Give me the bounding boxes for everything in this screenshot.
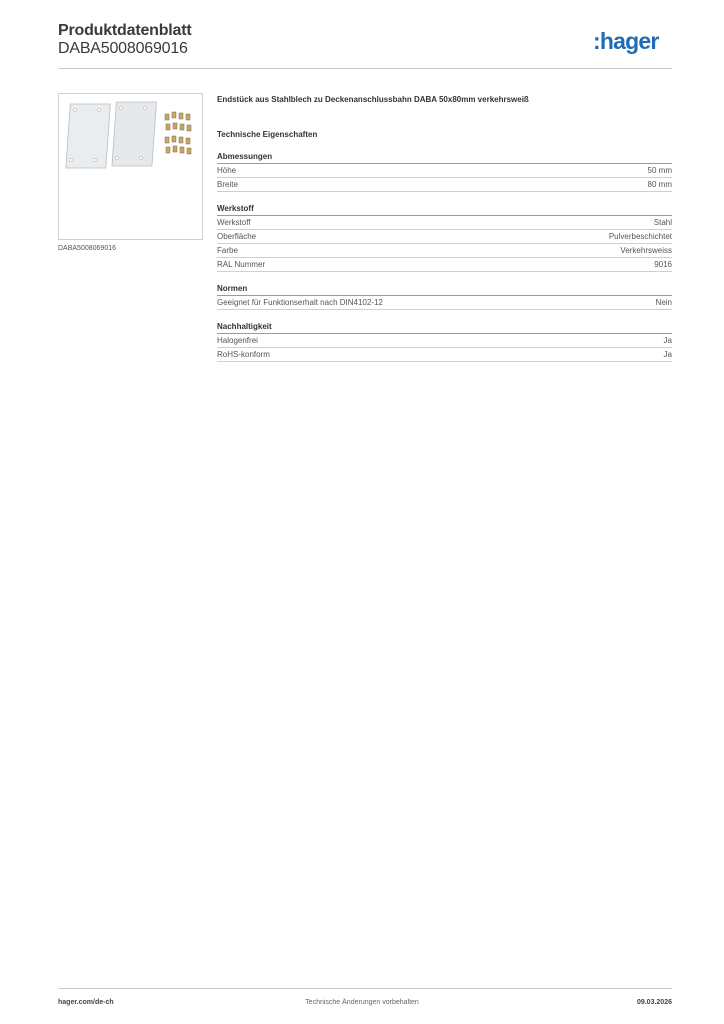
spec-label: RoHS-konform — [217, 350, 270, 359]
spec-value: Stahl — [653, 218, 672, 227]
header-divider — [58, 68, 672, 69]
group-heading: Werkstoff — [217, 204, 672, 216]
group-werkstoff — [217, 204, 672, 272]
end-plate-right — [112, 102, 156, 166]
spec-label: Geeignet für Funktionserhalt nach DIN4102-12 — [217, 298, 383, 307]
spec-label: Oberfläche — [217, 232, 257, 241]
group-normen — [217, 284, 672, 310]
spec-label: Halogenfrei — [217, 336, 258, 345]
group-heading: Nachhaltigkeit — [217, 322, 672, 334]
spec-row — [217, 348, 672, 362]
product-title: Endstück aus Stahlblech zu Deckenanschlussbahn DABA 50x80mm verkehrsweiß — [217, 95, 529, 104]
section-heading: Technische Eigenschaften — [217, 130, 318, 139]
spec-row — [217, 178, 672, 192]
group-heading: Abmessungen — [217, 152, 672, 164]
article-number: DABA5008069016 — [58, 40, 188, 57]
image-caption: DABA5008069016 — [58, 245, 116, 252]
page-title: Produktdatenblatt — [58, 22, 192, 39]
spec-row — [217, 216, 672, 230]
spec-value: Ja — [663, 350, 672, 359]
spec-row — [217, 230, 672, 244]
spec-value: 9016 — [654, 260, 672, 269]
end-plate-left — [66, 104, 110, 168]
group-nachhaltigkeit — [217, 322, 672, 362]
spec-label: Werkstoff — [217, 218, 251, 227]
group-heading: Normen — [217, 284, 672, 296]
spec-value: 80 mm — [647, 180, 672, 189]
product-content — [217, 95, 672, 374]
product-image — [58, 93, 203, 240]
footer-divider — [58, 988, 672, 989]
spec-label: Höhe — [217, 166, 237, 175]
spec-label: Breite — [217, 180, 238, 189]
spec-row — [217, 296, 672, 310]
spec-value: 50 mm — [647, 166, 672, 175]
spec-value: Nein — [655, 298, 672, 307]
spec-label: RAL Nummer — [217, 260, 266, 269]
spec-value: Ja — [663, 336, 672, 345]
hager-logo: :hager — [593, 28, 659, 54]
spec-row — [217, 334, 672, 348]
spec-value: Pulverbeschichtet — [608, 232, 672, 241]
footer-website-link[interactable]: hager.com/de-ch — [58, 999, 114, 1006]
spec-row — [217, 258, 672, 272]
spec-value: Verkehrsweiss — [620, 246, 672, 255]
footer-date: 09.03.2026 — [636, 999, 672, 1006]
spec-row — [217, 244, 672, 258]
footer-disclaimer: Technische Änderungen vorbehalten — [305, 999, 419, 1006]
product-photo-icon — [59, 94, 202, 239]
group-abmessungen — [217, 152, 672, 192]
spec-row — [217, 164, 672, 178]
spec-label: Farbe — [217, 246, 238, 255]
screws-group — [165, 112, 191, 154]
